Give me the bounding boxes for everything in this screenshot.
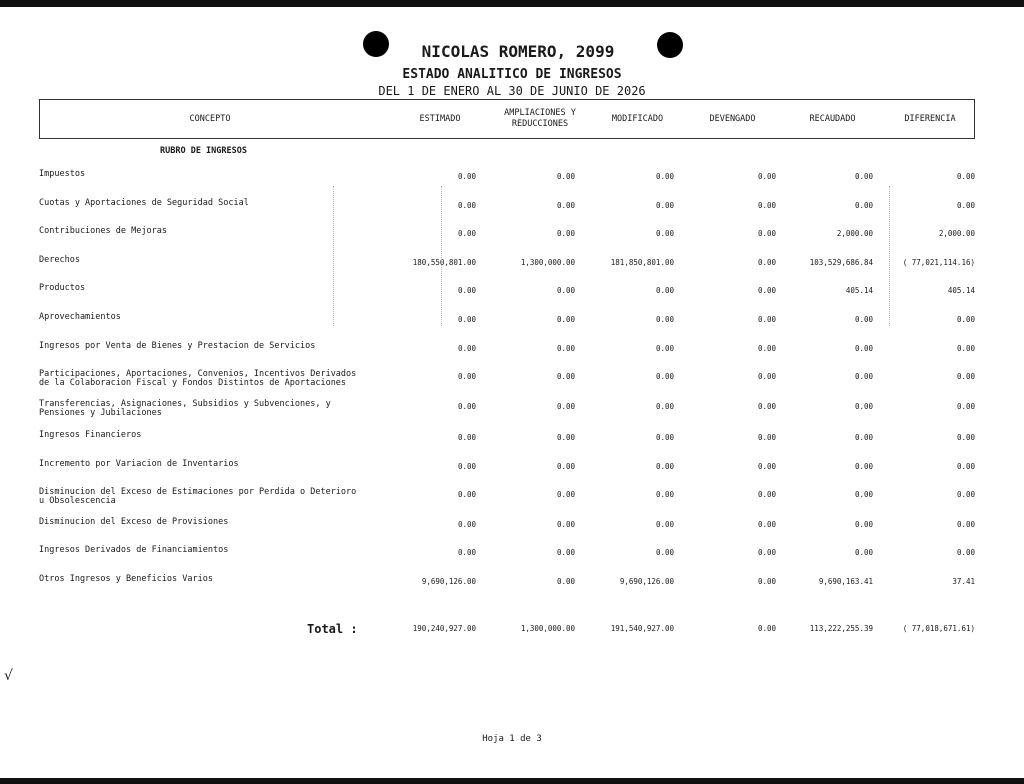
cell-modificado: 0.00 [655,286,674,295]
cell-recaudado: 103,529,686.84 [809,258,873,267]
scan-top-edge [0,0,1024,7]
cell-ampliaciones: 0.00 [556,402,575,411]
row-concepto: Incremento por Variacion de Inventarios [39,459,239,469]
cell-devengado: 0.00 [757,520,776,529]
cell-ampliaciones: 0.00 [556,315,575,324]
report-title: NICOLAS ROMERO, 2099 [421,42,615,61]
cell-ampliaciones: 1,300,000.00 [520,258,575,267]
cell-diferencia: 0.00 [956,172,975,181]
cell-ampliaciones: 0.00 [556,577,575,586]
cell-devengado: 0.00 [757,433,776,442]
cell-devengado: 0.00 [757,372,776,381]
cell-recaudado: 0.00 [854,433,873,442]
row-concepto: Aprovechamientos [39,312,121,322]
cell-recaudado: 9,690,163.41 [818,577,873,586]
scan-bottom-edge [0,778,1024,784]
cell-diferencia: 0.00 [956,490,975,499]
cell-modificado: 0.00 [655,229,674,238]
cell-devengado: 0.00 [757,201,776,210]
cell-diferencia: 0.00 [956,201,975,210]
row-concepto: Ingresos por Venta de Bienes y Prestacion de Servicios [39,341,316,351]
cell-estimado: 0.00 [457,201,476,210]
cell-devengado: 0.00 [757,577,776,586]
cell-modificado: 0.00 [655,372,674,381]
cell-ampliaciones: 0.00 [556,433,575,442]
cell-modificado: 0.00 [655,315,674,324]
section-label: RUBRO DE INGRESOS [160,146,247,156]
cell-estimado: 0.00 [457,490,476,499]
total-recaudado: 113,222,255.39 [809,624,873,633]
cell-devengado: 0.00 [757,490,776,499]
cell-estimado: 0.00 [457,344,476,353]
row-concepto: Contribuciones de Mejoras [39,226,167,236]
cell-diferencia: 405.14 [947,286,975,295]
page-number: Hoja 1 de 3 [482,734,542,744]
total-estimado: 190,240,927.00 [412,624,476,633]
col-diferencia: DIFERENCIA [904,113,956,124]
cell-devengado: 0.00 [757,402,776,411]
total-label: Total : [307,622,358,636]
cell-diferencia: 0.00 [956,433,975,442]
cell-devengado: 0.00 [757,258,776,267]
row-concepto: Participaciones, Aportaciones, Convenios, Incentivos Derivados [39,369,357,379]
cell-estimado: 0.00 [457,548,476,557]
cell-ampliaciones: 0.00 [556,344,575,353]
report-period: DEL 1 DE ENERO AL 30 DE JUNIO DE 2026 [378,84,646,98]
row-concepto: Disminucion del Exceso de Provisiones [39,517,229,527]
cell-devengado: 0.00 [757,344,776,353]
cell-devengado: 0.00 [757,229,776,238]
row-concepto-line2: Pensiones y Jubilaciones [39,408,162,418]
cell-diferencia: 0.00 [956,548,975,557]
cell-diferencia: 2,000.00 [938,229,975,238]
cell-estimado: 0.00 [457,520,476,529]
cell-estimado: 0.00 [457,229,476,238]
scan-noise [441,186,442,326]
cell-recaudado: 0.00 [854,201,873,210]
total-devengado: 0.00 [757,624,776,633]
cell-estimado: 0.00 [457,372,476,381]
cell-modificado: 0.00 [655,344,674,353]
col-estimado: ESTIMADO [419,113,461,124]
cell-ampliaciones: 0.00 [556,520,575,529]
cell-estimado: 0.00 [457,286,476,295]
cell-diferencia: 37.41 [952,577,975,586]
cell-estimado: 180,550,801.00 [412,258,476,267]
cell-diferencia: 0.00 [956,372,975,381]
row-concepto: Impuestos [39,169,86,179]
cell-recaudado: 0.00 [854,520,873,529]
cell-recaudado: 0.00 [854,402,873,411]
cell-estimado: 0.00 [457,402,476,411]
col-concepto: CONCEPTO [189,113,231,124]
cell-modificado: 0.00 [655,433,674,442]
cell-recaudado: 0.00 [854,315,873,324]
cell-estimado: 0.00 [457,433,476,442]
total-diferencia: ( 77,018,671.61) [902,624,975,633]
report-subtitle: ESTADO ANALITICO DE INGRESOS [402,67,622,82]
row-concepto: Productos [39,283,86,293]
cell-diferencia: 0.00 [956,402,975,411]
cell-diferencia: 0.00 [956,344,975,353]
cell-estimado: 0.00 [457,315,476,324]
cell-recaudado: 0.00 [854,344,873,353]
cell-recaudado: 0.00 [854,490,873,499]
cell-diferencia: 0.00 [956,520,975,529]
cell-diferencia: ( 77,021,114.16) [902,258,975,267]
cell-diferencia: 0.00 [956,462,975,471]
cell-ampliaciones: 0.00 [556,201,575,210]
cell-ampliaciones: 0.00 [556,490,575,499]
cell-devengado: 0.00 [757,286,776,295]
total-modificado: 191,540,927.00 [610,624,674,633]
cell-devengado: 0.00 [757,315,776,324]
row-concepto-line2: de la Colaboracion Fiscal y Fondos Distintos de Aportaciones [39,378,347,388]
cell-estimado: 9,690,126.00 [421,577,476,586]
row-concepto: Derechos [39,255,80,265]
cell-modificado: 0.00 [655,172,674,181]
scan-noise [333,186,334,326]
cell-modificado: 9,690,126.00 [619,577,674,586]
cell-recaudado: 405.14 [845,286,873,295]
col-ampliaciones: AMPLIACIONES Y REDUCCIONES [504,108,576,129]
cell-ampliaciones: 0.00 [556,172,575,181]
handwritten-check-mark: √ [4,668,13,684]
cell-devengado: 0.00 [757,462,776,471]
cell-estimado: 0.00 [457,172,476,181]
cell-modificado: 0.00 [655,201,674,210]
cell-ampliaciones: 0.00 [556,372,575,381]
cell-modificado: 0.00 [655,520,674,529]
cell-modificado: 0.00 [655,548,674,557]
col-devengado: DEVENGADO [709,113,756,124]
row-concepto: Disminucion del Exceso de Estimaciones por Perdida o Deterioro [39,487,357,497]
row-concepto: Cuotas y Aportaciones de Seguridad Social [39,198,249,208]
row-concepto: Otros Ingresos y Beneficios Varios [39,574,213,584]
cell-modificado: 0.00 [655,402,674,411]
cell-recaudado: 0.00 [854,548,873,557]
cell-modificado: 0.00 [655,462,674,471]
row-concepto: Ingresos Derivados de Financiamientos [39,545,229,555]
cell-diferencia: 0.00 [956,315,975,324]
cell-recaudado: 0.00 [854,462,873,471]
cell-recaudado: 2,000.00 [836,229,873,238]
col-recaudado: RECAUDADO [809,113,856,124]
cell-modificado: 0.00 [655,490,674,499]
cell-estimado: 0.00 [457,462,476,471]
scan-noise [889,186,890,326]
row-concepto: Transferencias, Asignaciones, Subsidios y Subvenciones, y [39,399,331,409]
cell-devengado: 0.00 [757,548,776,557]
cell-devengado: 0.00 [757,172,776,181]
cell-ampliaciones: 0.00 [556,548,575,557]
row-concepto: Ingresos Financieros [39,430,142,440]
cell-modificado: 181,850,801.00 [610,258,674,267]
col-modificado: MODIFICADO [611,113,664,124]
cell-recaudado: 0.00 [854,372,873,381]
cell-ampliaciones: 0.00 [556,462,575,471]
cell-ampliaciones: 0.00 [556,286,575,295]
row-concepto-line2: u Obsolescencia [39,496,116,506]
total-ampliaciones: 1,300,000.00 [520,624,575,633]
cell-recaudado: 0.00 [854,172,873,181]
cell-ampliaciones: 0.00 [556,229,575,238]
